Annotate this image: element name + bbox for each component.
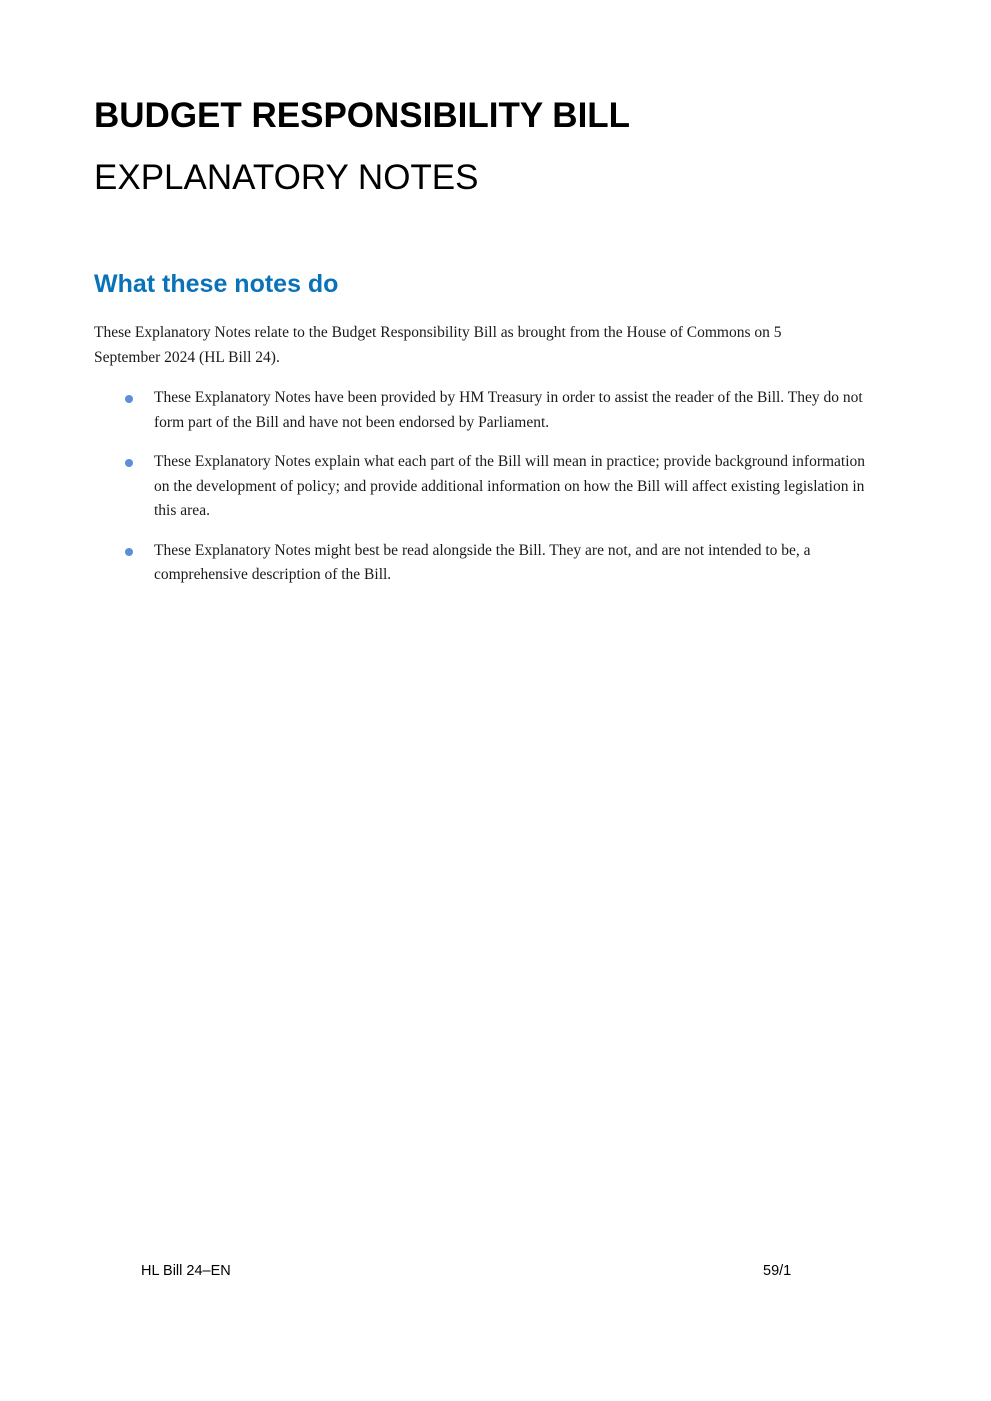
- bullet-item: [94, 386, 874, 435]
- document-title: BUDGET RESPONSIBILITY BILL: [94, 96, 631, 135]
- bullet-text: These Explanatory Notes have been provided by HM Treasury in order to assist the reader of the Bill. They do not form part of the Bill and have not been endorsed by Parliament.: [154, 389, 863, 431]
- document-subtitle: EXPLANATORY NOTES: [94, 158, 479, 197]
- intro-paragraph: These Explanatory Notes relate to the Budget Responsibility Bill as brought from the House of Commons on 5 September 2024 (HL Bill 24).: [94, 324, 782, 366]
- bullet-item: [94, 539, 874, 588]
- bullet-dot-icon: [125, 459, 133, 467]
- section-heading: What these notes do: [94, 270, 339, 298]
- footer-page-code: 59/1: [763, 1263, 792, 1279]
- bullet-list: [94, 386, 874, 603]
- bullet-dot-icon: [125, 548, 133, 556]
- bullet-dot-icon: [125, 395, 133, 403]
- bullet-item: [94, 450, 874, 524]
- bullet-text: These Explanatory Notes might best be read alongside the Bill. They are not, and are not intended to be, a comprehensive description of the Bill.: [154, 541, 811, 583]
- bullet-text: These Explanatory Notes explain what each part of the Bill will mean in practice; provide background information on the development of policy; and provide additional information on how the Bill will affect existing legislation in this area.: [154, 453, 866, 519]
- footer-bill-reference: HL Bill 24–EN: [141, 1263, 231, 1279]
